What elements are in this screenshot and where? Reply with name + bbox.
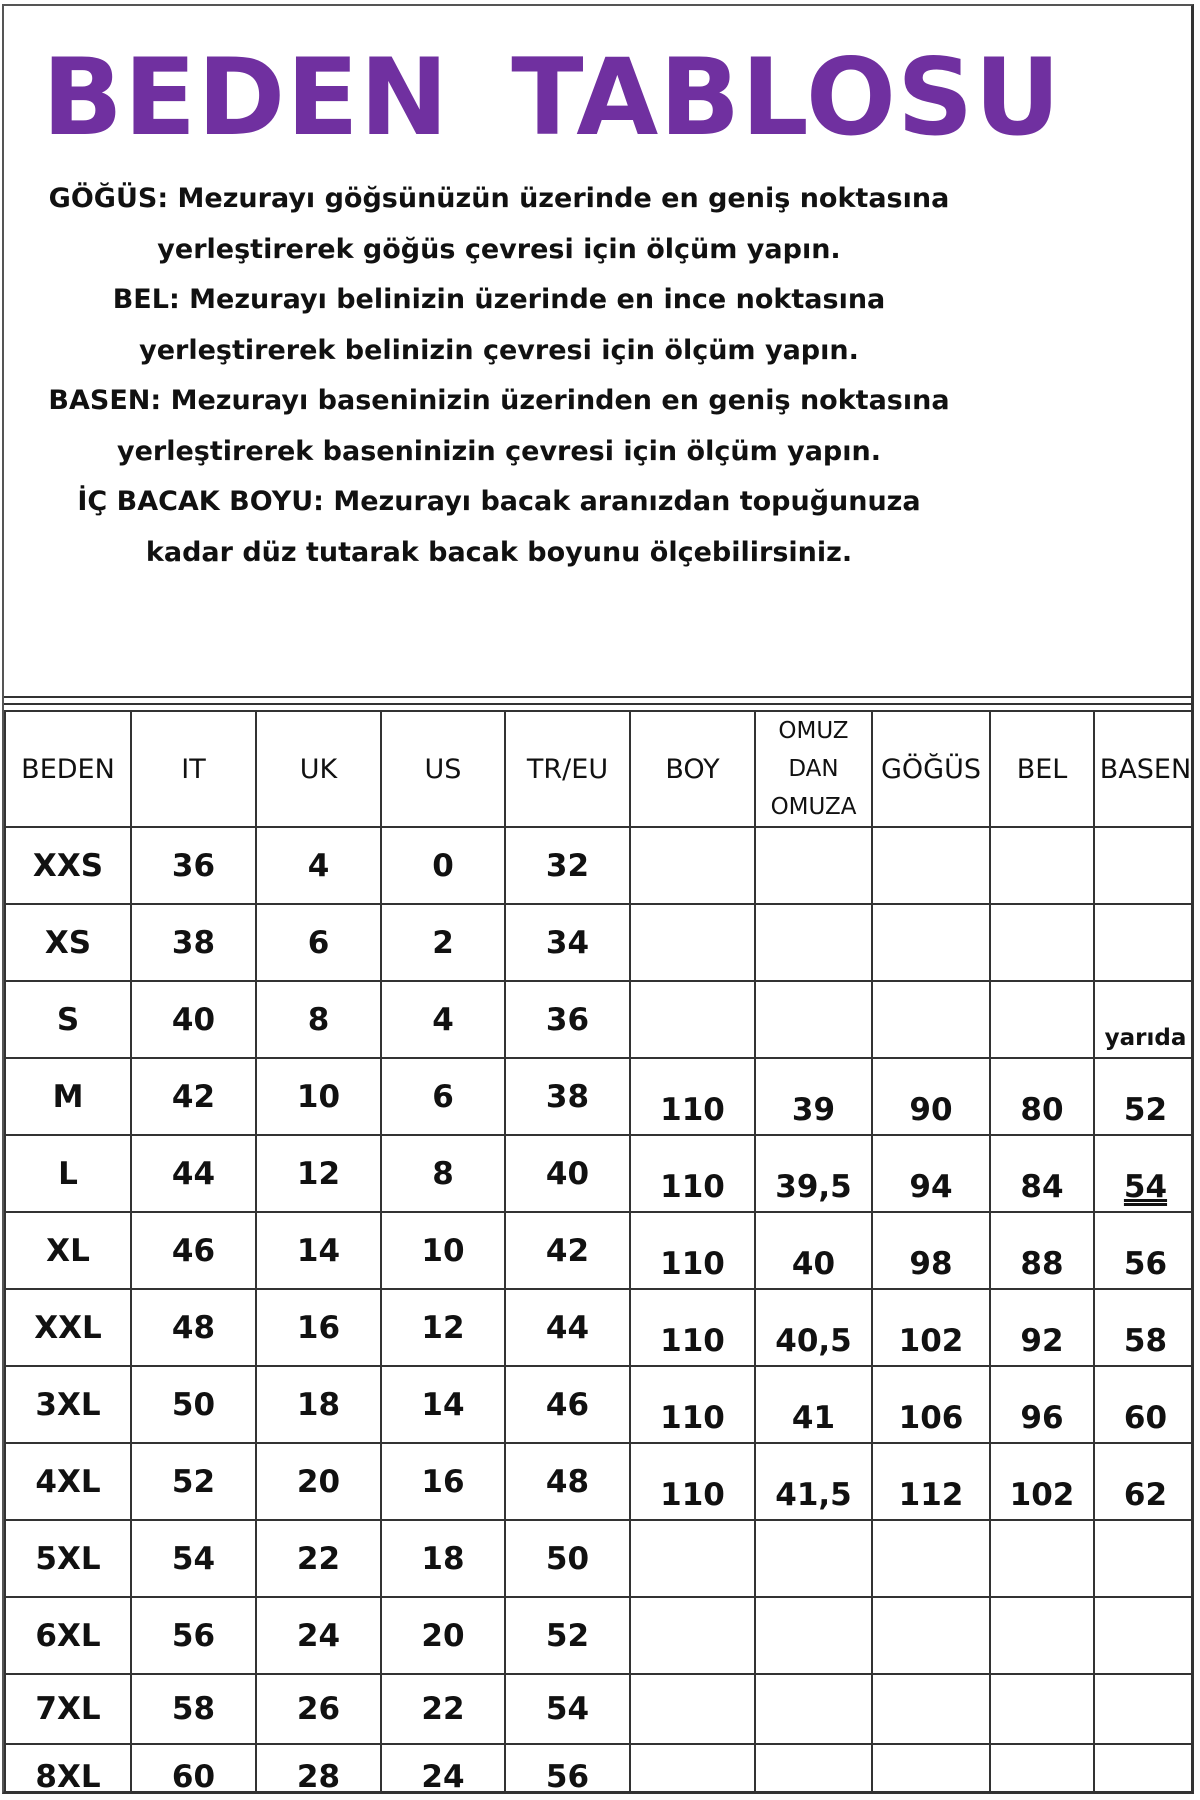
header-uk: UK [256, 711, 381, 827]
cell-basen: 62 [1094, 1443, 1194, 1520]
header-bel: BEL [990, 711, 1094, 827]
cell-tr-eu: 40 [505, 1135, 630, 1212]
cell-bel [990, 1520, 1094, 1597]
cell-omuz-dan-omuza [755, 1674, 872, 1744]
cell-uk: 12 [256, 1135, 381, 1212]
cell-boy [630, 1674, 755, 1744]
table-row [5, 1289, 1194, 1366]
cell-basen [1094, 1674, 1194, 1744]
cell-beden: 7XL [5, 1674, 131, 1744]
cell-boy: 110 [630, 1366, 755, 1443]
cell-gogus: 98 [872, 1212, 990, 1289]
cell-it: 54 [131, 1520, 256, 1597]
instruction-line-hip: BASEN: Mezurayı baseninizin üzerinden en geniş noktasına [48, 385, 950, 416]
cell-bel: 88 [990, 1212, 1094, 1289]
cell-beden: 5XL [5, 1520, 131, 1597]
table-row [5, 1212, 1194, 1289]
cell-bel: 102 [990, 1443, 1094, 1520]
cell-bel [990, 1744, 1094, 1794]
section-divider [4, 696, 1191, 698]
cell-boy: 110 [630, 1135, 755, 1212]
cell-omuz-dan-omuza: 41 [755, 1366, 872, 1443]
cell-us: 14 [381, 1366, 505, 1443]
cell-us: 4 [381, 981, 505, 1058]
header-basen: BASEN [1094, 711, 1194, 827]
cell-tr-eu: 50 [505, 1520, 630, 1597]
cell-beden: XL [5, 1212, 131, 1289]
cell-uk: 24 [256, 1597, 381, 1674]
cell-uk: 26 [256, 1674, 381, 1744]
cell-bel: 92 [990, 1289, 1094, 1366]
cell-tr-eu: 34 [505, 904, 630, 981]
cell-gogus [872, 1520, 990, 1597]
cell-us: 16 [381, 1443, 505, 1520]
cell-it: 58 [131, 1674, 256, 1744]
cell-beden: M [5, 1058, 131, 1135]
cell-bel [990, 827, 1094, 904]
cell-basen [1094, 827, 1194, 904]
instruction-line-waist-cont: yerleştirerek belinizin çevresi için ölçüm yapın. [139, 334, 859, 366]
cell-gogus: 112 [872, 1443, 990, 1520]
instruction-line-inseam: İÇ BACAK BOYU: Mezurayı bacak aranızdan topuğunuza [77, 486, 921, 517]
cell-beden: 8XL [5, 1744, 131, 1794]
cell-uk: 18 [256, 1366, 381, 1443]
cell-gogus: 90 [872, 1058, 990, 1135]
cell-gogus: 94 [872, 1135, 990, 1212]
cell-omuz-dan-omuza: 39,5 [755, 1135, 872, 1212]
cell-beden: S [5, 981, 131, 1058]
cell-beden: XXS [5, 827, 131, 904]
cell-it: 50 [131, 1366, 256, 1443]
cell-tr-eu: 38 [505, 1058, 630, 1135]
table-row [5, 981, 1194, 1058]
cell-basen [1094, 1597, 1194, 1674]
instruction-line-inseam-cont: kadar düz tutarak bacak boyunu ölçebilirsiniz. [145, 536, 853, 568]
cell-gogus [872, 1674, 990, 1744]
cell-tr-eu: 52 [505, 1597, 630, 1674]
cell-us: 12 [381, 1289, 505, 1366]
cell-basen: yarıda [1094, 981, 1194, 1058]
cell-uk: 6 [256, 904, 381, 981]
cell-basen [1094, 904, 1194, 981]
cell-gogus [872, 1597, 990, 1674]
instruction-line-hip-cont: yerleştirerek baseninizin çevresi için ölçüm yapın. [117, 435, 881, 467]
table-row [5, 1520, 1194, 1597]
table-row [5, 904, 1194, 981]
cell-it: 44 [131, 1135, 256, 1212]
cell-uk: 22 [256, 1520, 381, 1597]
page-title: BEDEN TABLOSU [42, 36, 1062, 159]
cell-uk: 14 [256, 1212, 381, 1289]
header-beden: BEDEN [5, 711, 131, 827]
cell-boy: 110 [630, 1058, 755, 1135]
cell-bel: 80 [990, 1058, 1094, 1135]
cell-gogus [872, 1744, 990, 1794]
cell-it: 40 [131, 981, 256, 1058]
cell-bel: 84 [990, 1135, 1094, 1212]
cell-tr-eu: 42 [505, 1212, 630, 1289]
cell-gogus: 106 [872, 1366, 990, 1443]
cell-omuz-dan-omuza [755, 827, 872, 904]
cell-beden: 3XL [5, 1366, 131, 1443]
instruction-line-waist: BEL: Mezurayı belinizin üzerinde en ince noktasına [112, 284, 886, 315]
cell-it: 46 [131, 1212, 256, 1289]
cell-uk: 28 [256, 1744, 381, 1794]
cell-bel [990, 981, 1094, 1058]
cell-us: 0 [381, 827, 505, 904]
size-table [4, 710, 1194, 1794]
table-row [5, 1597, 1194, 1674]
header-omuz-dan-omuza: OMUZ DAN OMUZA [755, 711, 872, 827]
header-boy: BOY [630, 711, 755, 827]
measurement-instructions [4, 174, 994, 578]
cell-it: 60 [131, 1744, 256, 1794]
cell-basen: 60 [1094, 1366, 1194, 1443]
cell-beden: L [5, 1135, 131, 1212]
cell-us: 2 [381, 904, 505, 981]
cell-it: 56 [131, 1597, 256, 1674]
cell-gogus [872, 981, 990, 1058]
cell-it: 38 [131, 904, 256, 981]
table-row [5, 827, 1194, 904]
cell-basen: 58 [1094, 1289, 1194, 1366]
cell-bel: 96 [990, 1366, 1094, 1443]
cell-us: 8 [381, 1135, 505, 1212]
cell-beden: XS [5, 904, 131, 981]
table-header-row [5, 711, 1194, 827]
header-tr-eu: TR/EU [505, 711, 630, 827]
cell-omuz-dan-omuza: 39 [755, 1058, 872, 1135]
cell-basen: 54 [1094, 1135, 1194, 1212]
cell-omuz-dan-omuza [755, 904, 872, 981]
cell-bel [990, 904, 1094, 981]
cell-boy [630, 981, 755, 1058]
cell-tr-eu: 44 [505, 1289, 630, 1366]
cell-boy [630, 1597, 755, 1674]
cell-it: 42 [131, 1058, 256, 1135]
cell-boy [630, 827, 755, 904]
cell-boy: 110 [630, 1289, 755, 1366]
cell-omuz-dan-omuza [755, 1597, 872, 1674]
cell-omuz-dan-omuza [755, 1520, 872, 1597]
table-row [5, 1135, 1194, 1212]
cell-us: 10 [381, 1212, 505, 1289]
cell-tr-eu: 36 [505, 981, 630, 1058]
cell-it: 52 [131, 1443, 256, 1520]
instruction-line-chest-cont: yerleştirerek göğüs çevresi için ölçüm yapın. [157, 233, 841, 265]
table-row [5, 1366, 1194, 1443]
cell-us: 6 [381, 1058, 505, 1135]
cell-gogus: 102 [872, 1289, 990, 1366]
cell-uk: 16 [256, 1289, 381, 1366]
cell-boy [630, 1520, 755, 1597]
cell-uk: 8 [256, 981, 381, 1058]
table-row [5, 1058, 1194, 1135]
cell-omuz-dan-omuza [755, 1744, 872, 1794]
header-it: IT [131, 711, 256, 827]
cell-uk: 4 [256, 827, 381, 904]
cell-uk: 10 [256, 1058, 381, 1135]
cell-boy [630, 1744, 755, 1794]
cell-boy [630, 904, 755, 981]
cell-tr-eu: 46 [505, 1366, 630, 1443]
cell-basen: 56 [1094, 1212, 1194, 1289]
cell-basen [1094, 1520, 1194, 1597]
cell-beden: 6XL [5, 1597, 131, 1674]
cell-us: 22 [381, 1674, 505, 1744]
cell-omuz-dan-omuza [755, 981, 872, 1058]
cell-it: 48 [131, 1289, 256, 1366]
table-row [5, 1744, 1194, 1794]
cell-tr-eu: 56 [505, 1744, 630, 1794]
cell-basen [1094, 1744, 1194, 1794]
cell-it: 36 [131, 827, 256, 904]
cell-beden: XXL [5, 1289, 131, 1366]
header-gogus: GÖĞÜS [872, 711, 990, 827]
instruction-line-chest: GÖĞÜS: Mezurayı göğsünüzün üzerinde en geniş noktasına [48, 183, 950, 214]
header-us: US [381, 711, 505, 827]
cell-omuz-dan-omuza: 40 [755, 1212, 872, 1289]
cell-tr-eu: 54 [505, 1674, 630, 1744]
cell-us: 24 [381, 1744, 505, 1794]
cell-boy: 110 [630, 1212, 755, 1289]
table-body [5, 827, 1194, 1794]
cell-boy: 110 [630, 1443, 755, 1520]
section-divider-2 [4, 703, 1191, 705]
cell-tr-eu: 48 [505, 1443, 630, 1520]
cell-tr-eu: 32 [505, 827, 630, 904]
cell-basen: 52 [1094, 1058, 1194, 1135]
cell-bel [990, 1597, 1094, 1674]
size-chart-sheet [2, 4, 1194, 1794]
cell-omuz-dan-omuza: 41,5 [755, 1443, 872, 1520]
table-row [5, 1674, 1194, 1744]
cell-us: 20 [381, 1597, 505, 1674]
cell-omuz-dan-omuza: 40,5 [755, 1289, 872, 1366]
table-row [5, 1443, 1194, 1520]
cell-gogus [872, 904, 990, 981]
cell-beden: 4XL [5, 1443, 131, 1520]
cell-uk: 20 [256, 1443, 381, 1520]
cell-gogus [872, 827, 990, 904]
cell-us: 18 [381, 1520, 505, 1597]
cell-bel [990, 1674, 1094, 1744]
